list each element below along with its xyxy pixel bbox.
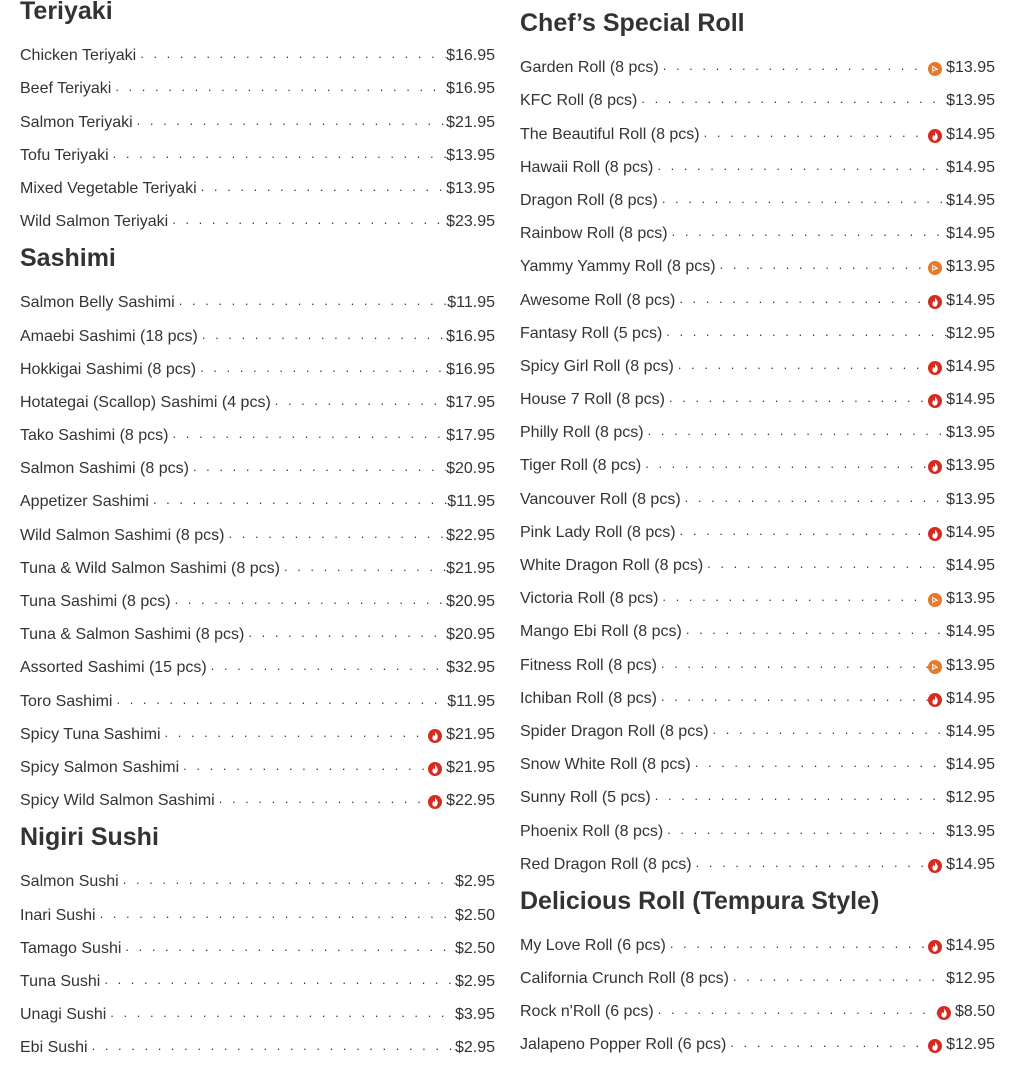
menu-item[interactable] bbox=[20, 513, 495, 546]
menu-item-price: $13.95 bbox=[446, 179, 495, 197]
menu-item[interactable] bbox=[20, 960, 495, 993]
dot-leader bbox=[137, 110, 446, 134]
menu-item[interactable] bbox=[20, 167, 495, 200]
spicy-icon bbox=[928, 693, 942, 707]
menu-item-price: $20.95 bbox=[446, 626, 495, 644]
menu-item-price: $21.95 bbox=[446, 113, 495, 131]
menu-item-price: $11.95 bbox=[447, 692, 495, 710]
menu-item-price: $16.95 bbox=[446, 327, 495, 345]
dot-leader bbox=[678, 354, 928, 378]
menu-item-price: $2.50 bbox=[454, 906, 495, 924]
menu-item[interactable] bbox=[20, 746, 495, 779]
menu-item-price: $14.95 bbox=[946, 225, 995, 243]
menu-item-name: Ichiban Roll (8 pcs) bbox=[520, 689, 657, 707]
menu-item-price: $12.95 bbox=[946, 789, 995, 807]
menu-item-name: Unagi Sushi bbox=[20, 1006, 107, 1024]
menu-item[interactable] bbox=[520, 677, 995, 710]
spicy-icon bbox=[928, 1039, 942, 1053]
menu-item-name: Fantasy Roll (5 pcs) bbox=[520, 324, 663, 342]
dot-leader bbox=[275, 390, 446, 414]
menu-item-price: $14.95 bbox=[946, 125, 995, 143]
menu-item[interactable] bbox=[520, 710, 995, 743]
menu-item[interactable] bbox=[20, 927, 495, 960]
veg-icon bbox=[928, 660, 942, 674]
spicy-icon bbox=[928, 940, 942, 954]
menu-item-price: $13.95 bbox=[946, 457, 995, 475]
menu-item[interactable] bbox=[520, 278, 995, 311]
menu-item-price: $32.95 bbox=[446, 659, 495, 677]
menu-item-price: $13.95 bbox=[946, 656, 995, 674]
menu-item[interactable] bbox=[20, 1026, 495, 1059]
menu-item-price: $20.95 bbox=[446, 460, 495, 478]
menu-item-name: Tofu Teriyaki bbox=[20, 146, 109, 164]
menu-item[interactable] bbox=[20, 993, 495, 1026]
spicy-icon bbox=[928, 361, 942, 375]
menu-item-name: Beef Teriyaki bbox=[20, 80, 112, 98]
dot-leader bbox=[172, 209, 446, 233]
menu-item-name: Vancouver Roll (8 pcs) bbox=[520, 490, 681, 508]
dot-leader bbox=[713, 719, 947, 743]
menu-item[interactable] bbox=[520, 79, 995, 112]
menu-item[interactable] bbox=[20, 613, 495, 646]
dot-leader bbox=[123, 869, 455, 893]
menu-item-name: Tuna & Wild Salmon Sashimi (8 pcs) bbox=[20, 559, 280, 577]
menu-item-name: Dragon Roll (8 pcs) bbox=[520, 191, 658, 209]
menu-section bbox=[20, 820, 495, 1059]
menu-item-name: My Love Roll (6 pcs) bbox=[520, 936, 666, 954]
dot-leader bbox=[720, 254, 928, 278]
spicy-icon bbox=[428, 762, 442, 776]
menu-item-name: Jalapeno Popper Roll (6 pcs) bbox=[520, 1036, 727, 1054]
dot-leader bbox=[201, 176, 446, 200]
menu-item-name: Spicy Girl Roll (8 pcs) bbox=[520, 357, 674, 375]
menu-section bbox=[520, 884, 995, 1057]
dot-leader bbox=[662, 586, 928, 610]
dot-leader bbox=[648, 420, 946, 444]
menu-item-price: $14.95 bbox=[946, 291, 995, 309]
menu-item-price: $12.95 bbox=[946, 970, 995, 988]
menu-item-name: White Dragon Roll (8 pcs) bbox=[520, 557, 704, 574]
menu-item-name: Pink Lady Roll (8 pcs) bbox=[520, 523, 676, 541]
menu-item-name: Rock n'Roll (6 pcs) bbox=[520, 1003, 654, 1021]
menu-column-right bbox=[520, 6, 995, 1064]
menu-item[interactable] bbox=[20, 779, 495, 812]
section-title: Chef’s Special Roll bbox=[520, 9, 745, 37]
dot-leader bbox=[153, 489, 447, 513]
spicy-icon bbox=[928, 859, 942, 873]
dot-leader bbox=[165, 722, 429, 746]
menu-item[interactable] bbox=[520, 610, 995, 643]
menu-item[interactable] bbox=[520, 444, 995, 477]
menu-item[interactable] bbox=[520, 957, 995, 990]
veg-icon bbox=[928, 62, 942, 76]
dot-leader bbox=[248, 622, 446, 646]
spicy-icon bbox=[937, 1006, 951, 1020]
menu-item-name: Tuna Sashimi (8 pcs) bbox=[20, 593, 171, 610]
menu-item-price: $17.95 bbox=[446, 393, 495, 411]
menu-item[interactable] bbox=[20, 134, 495, 167]
veg-icon bbox=[928, 261, 942, 275]
menu-item-name: Spicy Wild Salmon Sashimi bbox=[20, 792, 215, 810]
dot-leader bbox=[672, 221, 946, 245]
menu-item-price: $14.95 bbox=[946, 391, 995, 409]
menu-item[interactable] bbox=[520, 809, 995, 842]
menu-item[interactable] bbox=[520, 146, 995, 179]
menu-item[interactable] bbox=[520, 477, 995, 510]
menu-item[interactable] bbox=[20, 547, 495, 580]
menu-section bbox=[20, 241, 495, 812]
menu-item-price: $21.95 bbox=[446, 725, 495, 743]
menu-item-name: Salmon Belly Sashimi bbox=[20, 294, 175, 312]
menu-item-name: Spicy Salmon Sashimi bbox=[20, 758, 180, 776]
menu-item-name: Rainbow Roll (8 pcs) bbox=[520, 225, 668, 243]
menu-item-price: $12.95 bbox=[946, 1036, 995, 1054]
menu-item[interactable] bbox=[20, 200, 495, 233]
menu-item-price: $14.95 bbox=[946, 623, 995, 641]
dot-leader bbox=[200, 357, 446, 381]
menu-item[interactable] bbox=[520, 511, 995, 544]
dot-leader bbox=[695, 752, 946, 776]
menu-item-price: $13.95 bbox=[946, 92, 995, 110]
menu-item-name: Mango Ebi Roll (8 pcs) bbox=[520, 623, 682, 641]
dot-leader bbox=[655, 785, 946, 809]
menu-item-name: Wild Salmon Teriyaki bbox=[20, 213, 169, 231]
section-title: Delicious Roll (Tempura Style) bbox=[520, 886, 880, 915]
menu-item-name: California Crunch Roll (8 pcs) bbox=[520, 970, 729, 988]
menu-item[interactable] bbox=[520, 776, 995, 809]
menu-item-name: Ebi Sushi bbox=[20, 1039, 88, 1057]
menu-item-price: $16.95 bbox=[446, 47, 495, 65]
menu-item-price: $14.95 bbox=[946, 557, 995, 574]
dot-leader bbox=[115, 76, 446, 100]
dot-leader bbox=[175, 589, 446, 613]
section-title: Nigiri Sushi bbox=[20, 823, 159, 852]
menu-item-price: $2.50 bbox=[454, 939, 495, 957]
menu-item-price: $13.95 bbox=[946, 258, 995, 276]
menu-item-name: Hokkigai Sashimi (8 pcs) bbox=[20, 360, 197, 378]
veg-icon bbox=[928, 593, 942, 607]
menu-item[interactable] bbox=[520, 245, 995, 278]
menu-item-name: Appetizer Sashimi bbox=[20, 493, 149, 511]
dot-leader bbox=[641, 88, 946, 112]
menu-item[interactable] bbox=[520, 924, 995, 957]
menu-item-price: $2.95 bbox=[454, 1039, 495, 1057]
menu-item[interactable] bbox=[520, 378, 995, 411]
menu-item[interactable] bbox=[20, 713, 495, 746]
menu-item-name: Assorted Sashimi (15 pcs) bbox=[20, 659, 207, 677]
menu-item[interactable] bbox=[20, 414, 495, 447]
dot-leader bbox=[229, 523, 447, 547]
dot-leader bbox=[183, 755, 428, 779]
menu-item-name: Salmon Sushi bbox=[20, 873, 119, 891]
menu-item-name: Garden Roll (8 pcs) bbox=[520, 59, 659, 77]
menu-item[interactable] bbox=[520, 411, 995, 444]
menu-item[interactable] bbox=[520, 345, 995, 378]
menu-item[interactable] bbox=[20, 646, 495, 679]
dot-leader bbox=[657, 155, 946, 179]
dot-leader bbox=[686, 619, 946, 643]
menu-item[interactable] bbox=[20, 348, 495, 381]
menu-item-name: Spicy Tuna Sashimi bbox=[20, 725, 161, 743]
menu-item-name: Awesome Roll (8 pcs) bbox=[520, 291, 676, 309]
menu-item-name: Tako Sashimi (8 pcs) bbox=[20, 427, 169, 445]
menu-item[interactable] bbox=[520, 643, 995, 676]
dot-leader bbox=[666, 321, 946, 345]
dot-leader bbox=[730, 1032, 928, 1056]
menu-item-price: $21.95 bbox=[446, 559, 495, 577]
menu-item[interactable] bbox=[20, 860, 495, 893]
dot-leader bbox=[685, 487, 946, 511]
menu-item-price: $13.95 bbox=[946, 59, 995, 77]
dot-leader bbox=[658, 999, 937, 1023]
spicy-icon bbox=[928, 460, 942, 474]
menu-column-left bbox=[20, 0, 495, 1067]
dot-leader bbox=[284, 556, 446, 580]
menu-item-price: $11.95 bbox=[447, 493, 495, 511]
menu-item-name: Tuna Sushi bbox=[20, 972, 101, 990]
menu-item-name: Mixed Vegetable Teriyaki bbox=[20, 179, 197, 197]
dot-leader bbox=[704, 122, 928, 146]
menu-item-name: Chicken Teriyaki bbox=[20, 47, 137, 65]
menu-item-price: $16.95 bbox=[446, 80, 495, 98]
menu-item-name: Salmon Sashimi (8 pcs) bbox=[20, 460, 189, 478]
menu-item-price: $2.95 bbox=[454, 972, 495, 990]
menu-item-name: Sunny Roll (5 pcs) bbox=[520, 789, 651, 807]
menu-item-name: Yammy Yammy Roll (8 pcs) bbox=[520, 258, 716, 276]
menu-item-name: Victoria Roll (8 pcs) bbox=[520, 590, 659, 608]
dot-leader bbox=[680, 520, 928, 544]
menu-item-name: Fitness Roll (8 pcs) bbox=[520, 656, 657, 674]
menu-item[interactable] bbox=[520, 843, 995, 876]
menu-item-price: $23.95 bbox=[446, 213, 495, 231]
menu-item-price: $14.95 bbox=[946, 936, 995, 954]
dot-leader bbox=[661, 653, 928, 677]
dot-leader bbox=[92, 1035, 455, 1059]
menu-item-name: Snow White Roll (8 pcs) bbox=[520, 756, 691, 774]
menu-item-price: $13.95 bbox=[946, 490, 995, 508]
dot-leader bbox=[173, 423, 447, 447]
dot-leader bbox=[662, 188, 946, 212]
menu-item[interactable] bbox=[520, 544, 995, 577]
dot-leader bbox=[125, 936, 455, 960]
dot-leader bbox=[202, 324, 446, 348]
menu-item-price: $14.95 bbox=[946, 191, 995, 209]
menu-item[interactable] bbox=[520, 990, 995, 1023]
spicy-icon bbox=[928, 295, 942, 309]
dot-leader bbox=[104, 969, 455, 993]
menu-item[interactable] bbox=[20, 679, 495, 712]
menu-item-price: $14.95 bbox=[946, 158, 995, 176]
menu-item-name: Philly Roll (8 pcs) bbox=[520, 424, 644, 442]
menu-item-name: KFC Roll (8 pcs) bbox=[520, 92, 638, 110]
menu-item-price: $21.95 bbox=[446, 758, 495, 776]
dot-leader bbox=[696, 852, 928, 876]
menu-item-price: $13.95 bbox=[946, 822, 995, 840]
dot-leader bbox=[110, 1002, 455, 1026]
menu-item[interactable] bbox=[520, 743, 995, 776]
dot-leader bbox=[733, 966, 946, 990]
menu-item-name: Salmon Teriyaki bbox=[20, 113, 133, 131]
dot-leader bbox=[193, 456, 446, 480]
menu-item[interactable] bbox=[520, 112, 995, 145]
menu-item-price: $12.95 bbox=[946, 324, 995, 342]
menu-item[interactable] bbox=[20, 480, 495, 513]
section-title: Teriyaki bbox=[20, 0, 113, 25]
menu-section bbox=[20, 0, 495, 233]
menu-item[interactable] bbox=[20, 34, 495, 67]
menu-item-price: $13.95 bbox=[446, 146, 495, 164]
menu-item[interactable] bbox=[20, 100, 495, 133]
menu-item-price: $14.95 bbox=[946, 722, 995, 740]
menu-item-name: Tiger Roll (8 pcs) bbox=[520, 457, 642, 475]
spicy-icon bbox=[928, 129, 942, 143]
dot-leader bbox=[667, 819, 946, 843]
menu-item-price: $3.95 bbox=[454, 1006, 495, 1024]
dot-leader bbox=[669, 387, 928, 411]
menu-item-price: $2.95 bbox=[454, 873, 495, 891]
menu-item[interactable] bbox=[520, 46, 995, 79]
spicy-icon bbox=[928, 394, 942, 408]
dot-leader bbox=[179, 290, 448, 314]
menu-item-name: House 7 Roll (8 pcs) bbox=[520, 391, 665, 409]
menu-item[interactable] bbox=[20, 281, 495, 314]
menu-item[interactable] bbox=[520, 179, 995, 212]
dot-leader bbox=[661, 686, 928, 710]
menu-item[interactable] bbox=[520, 1023, 995, 1056]
menu-item-price: $14.95 bbox=[946, 756, 995, 774]
menu-item-price: $17.95 bbox=[446, 427, 495, 445]
menu-item[interactable] bbox=[20, 314, 495, 347]
dot-leader bbox=[116, 689, 447, 713]
menu-item-name: Wild Salmon Sashimi (8 pcs) bbox=[20, 526, 225, 544]
section-title: Sashimi bbox=[20, 244, 116, 273]
menu-item-name: Hotategai (Scallop) Sashimi (4 pcs) bbox=[20, 393, 271, 411]
menu-item-price: $11.95 bbox=[447, 294, 495, 312]
menu-item[interactable] bbox=[520, 212, 995, 245]
menu-item-name: Tuna & Salmon Sashimi (8 pcs) bbox=[20, 626, 245, 644]
spicy-icon bbox=[428, 795, 442, 809]
menu-section bbox=[520, 6, 995, 876]
menu-item-name: Tamago Sushi bbox=[20, 939, 122, 957]
menu-item-price: $20.95 bbox=[446, 593, 495, 610]
menu-item-price: $14.95 bbox=[946, 357, 995, 375]
menu-item-price: $22.95 bbox=[446, 526, 495, 544]
menu-item-name: Amaebi Sashimi (18 pcs) bbox=[20, 327, 198, 345]
menu-item[interactable] bbox=[20, 580, 495, 613]
menu-item-price: $14.95 bbox=[946, 689, 995, 707]
menu-item-price: $14.95 bbox=[946, 523, 995, 541]
dot-leader bbox=[219, 788, 428, 812]
menu-item-price: $16.95 bbox=[446, 360, 495, 378]
menu-item[interactable] bbox=[20, 381, 495, 414]
menu-item-name: Hawaii Roll (8 pcs) bbox=[520, 158, 654, 176]
dot-leader bbox=[140, 43, 446, 67]
menu-item[interactable] bbox=[520, 312, 995, 345]
spicy-icon bbox=[428, 729, 442, 743]
dot-leader bbox=[645, 453, 928, 477]
dot-leader bbox=[707, 553, 946, 577]
menu-item-name: Spider Dragon Roll (8 pcs) bbox=[520, 722, 709, 740]
menu-item-name: The Beautiful Roll (8 pcs) bbox=[520, 125, 700, 143]
spicy-icon bbox=[928, 527, 942, 541]
menu-item[interactable] bbox=[20, 447, 495, 480]
menu-item-price: $22.95 bbox=[446, 792, 495, 810]
dot-leader bbox=[100, 903, 455, 927]
dot-leader bbox=[211, 655, 446, 679]
menu-item[interactable] bbox=[20, 893, 495, 926]
menu-item[interactable] bbox=[20, 67, 495, 100]
menu-item-name: Red Dragon Roll (8 pcs) bbox=[520, 855, 692, 873]
dot-leader bbox=[679, 288, 928, 312]
menu-item-price: $13.95 bbox=[946, 590, 995, 608]
dot-leader bbox=[670, 933, 928, 957]
dot-leader bbox=[663, 55, 928, 79]
dot-leader bbox=[113, 143, 446, 167]
menu-item-name: Inari Sushi bbox=[20, 906, 96, 924]
menu-item-price: $13.95 bbox=[946, 424, 995, 442]
menu-item-price: $14.95 bbox=[946, 855, 995, 873]
menu-item[interactable] bbox=[520, 577, 995, 610]
menu-item-name: Phoenix Roll (8 pcs) bbox=[520, 822, 664, 840]
menu-item-name: Toro Sashimi bbox=[20, 692, 113, 710]
menu-item-price: $8.50 bbox=[954, 1003, 995, 1021]
